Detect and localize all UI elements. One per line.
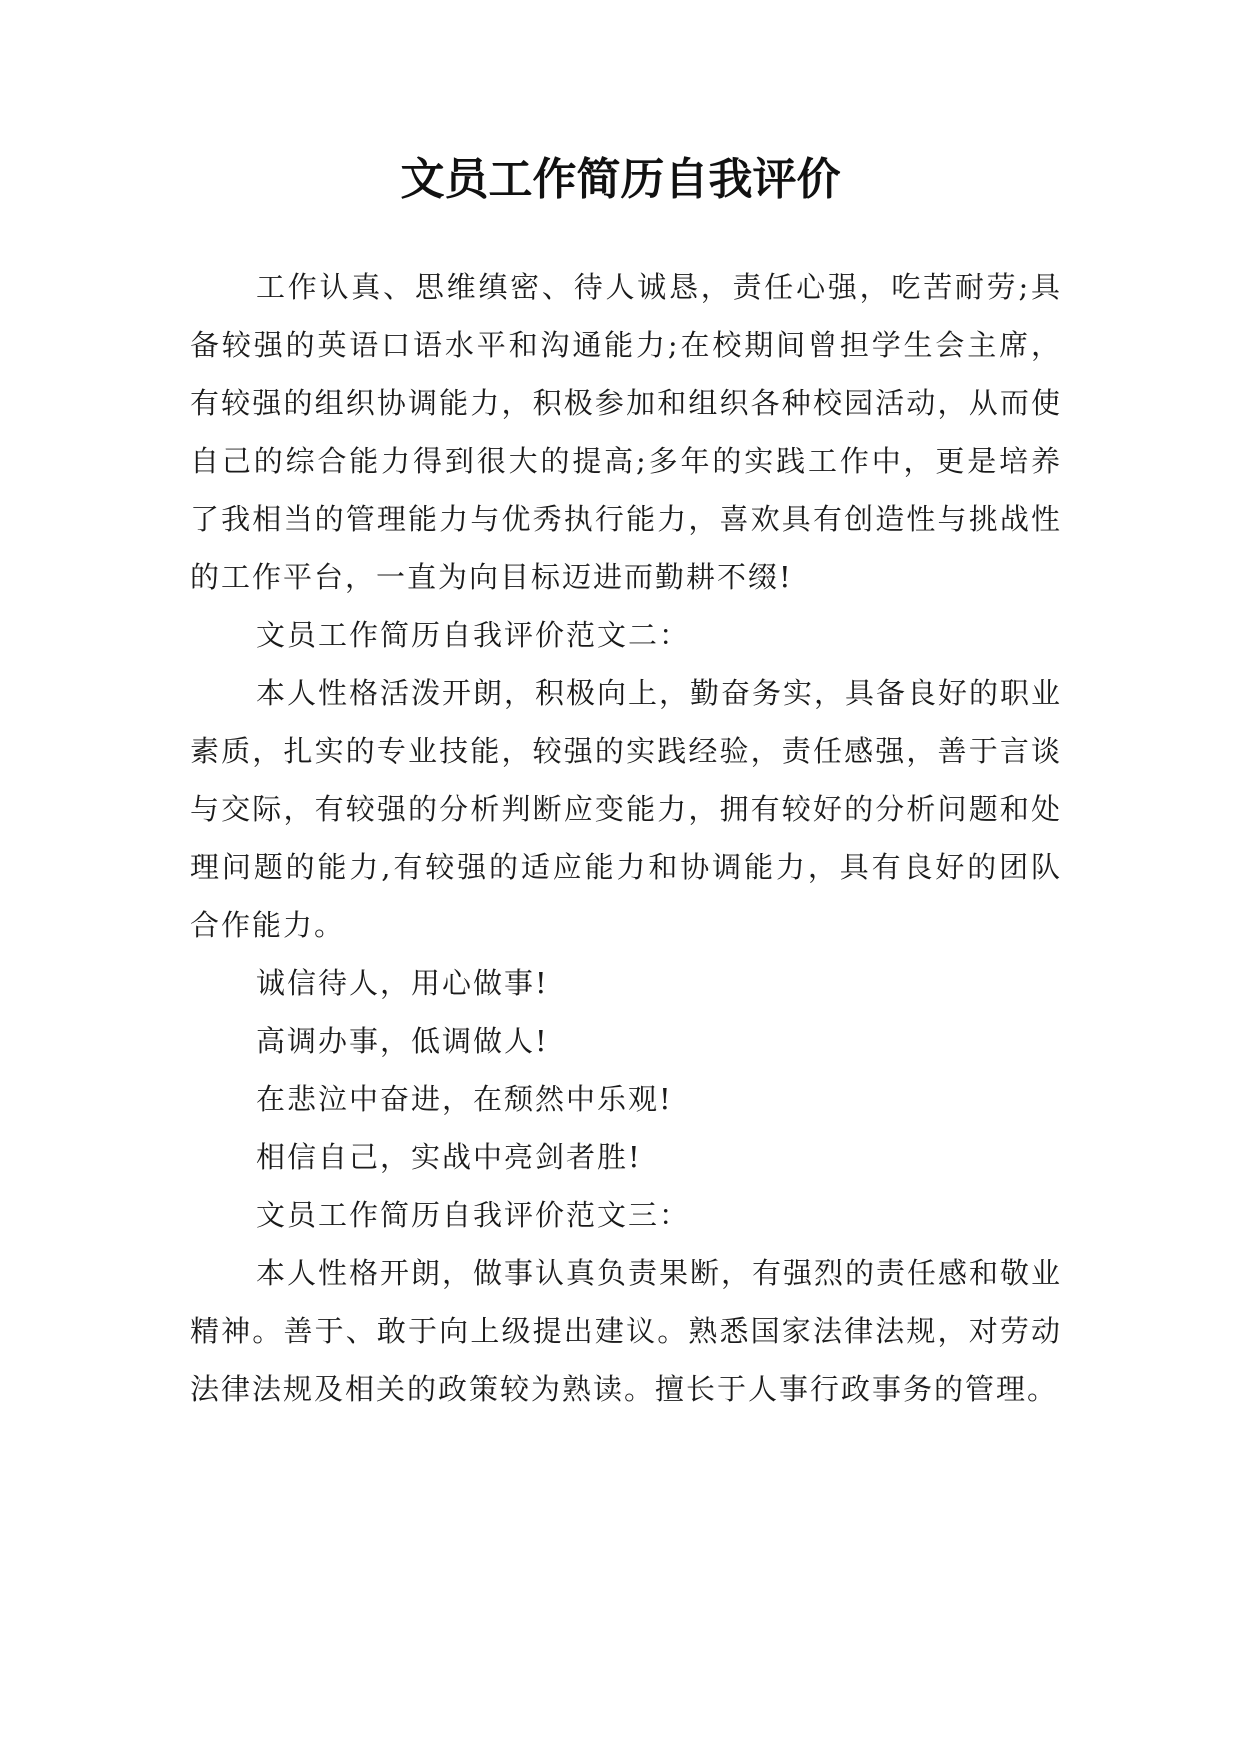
section-heading-sample-2: 文员工作简历自我评价范文二：	[256, 618, 691, 652]
section-heading-sample-3: 文员工作简历自我评价范文三：	[256, 1198, 691, 1232]
paragraph-sample-2: 本人性格活泼开朗，积极向上，勤奋务实，具备良好的职业素质，扎实的专业技能，较强的实践经验，责任感强，善于言谈与交际，有较强的分析判断应变能力，拥有较好的分析问题和处理问题的能力,有较强的适应能力和协调能力，具有良好的团队合作能力。	[190, 676, 1063, 942]
paragraph-intro: 工作认真、思维缜密、待人诚恳，责任心强，吃苦耐劳;具备较强的英语口语水平和沟通能力;在校期间曾担学生会主席，有较强的组织协调能力，积极参加和组织各种校园活动，从而使自己的综合能力得到很大的提高;多年的实践工作中，更是培养了我相当的管理能力与优秀执行能力，喜欢具有创造性与挑战性的工作平台，一直为向目标迈进而勤耕不缀!	[190, 270, 1062, 594]
document-title: 文员工作简历自我评价	[400, 154, 841, 205]
motto-line: 相信自己，实战中亮剑者胜!	[256, 1140, 642, 1174]
motto-line: 高调办事，低调做人!	[256, 1024, 549, 1058]
motto-line: 在悲泣中奋进，在颓然中乐观!	[256, 1082, 673, 1116]
motto-line: 诚信待人，用心做事!	[256, 966, 549, 1000]
paragraph-sample-3: 本人性格开朗，做事认真负责果断，有强烈的责任感和敬业精神。善于、敢于向上级提出建议。熟悉国家法律法规，对劳动法律法规及相关的政策较为熟读。擅长于人事行政事务的管理。	[190, 1256, 1063, 1406]
document-body	[190, 258, 1062, 1418]
